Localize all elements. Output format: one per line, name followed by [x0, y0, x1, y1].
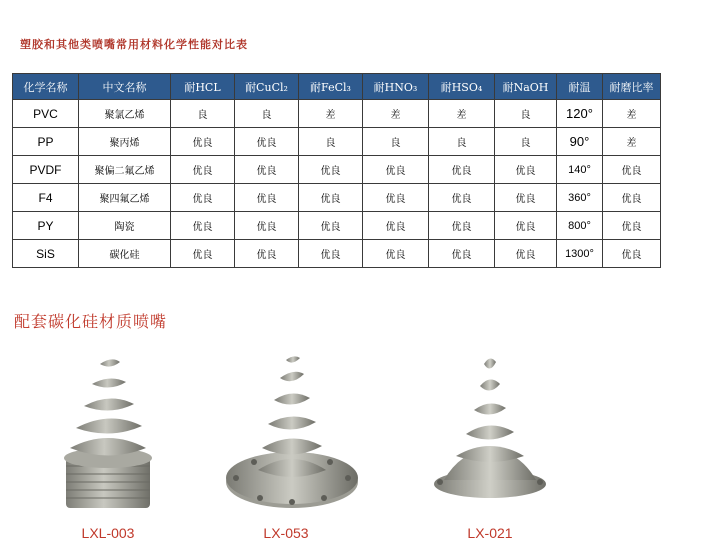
header-hcl: 耐HCL	[171, 74, 235, 100]
cell-hcl: 良	[171, 100, 235, 128]
cell-fecl3: 优良	[299, 184, 363, 212]
table-header-row	[13, 74, 661, 100]
header-chem-name: 化学名称	[13, 74, 79, 100]
cell-hno3: 优良	[363, 156, 429, 184]
product-label-lx-053: LX-053	[263, 525, 309, 541]
table-row	[13, 100, 661, 128]
table-row	[13, 156, 661, 184]
cell-temp: 120°	[557, 100, 603, 128]
cell-hso4: 优良	[429, 212, 495, 240]
cell-cn-name: 聚偏二氟乙烯	[79, 156, 171, 184]
cell-naoh: 优良	[495, 240, 557, 268]
cell-cucl2: 优良	[235, 128, 299, 156]
header-temp: 耐温	[557, 74, 603, 100]
cell-cn-name: 聚丙烯	[79, 128, 171, 156]
cell-temp: 90°	[557, 128, 603, 156]
cell-chem-name: PP	[13, 128, 79, 156]
cell-fecl3: 优良	[299, 156, 363, 184]
cell-temp: 360°	[557, 184, 603, 212]
cell-cucl2: 优良	[235, 184, 299, 212]
cell-naoh: 良	[495, 128, 557, 156]
cell-hno3: 良	[363, 128, 429, 156]
cell-wear: 优良	[603, 156, 661, 184]
cell-cucl2: 优良	[235, 240, 299, 268]
header-naoh: 耐NaOH	[495, 74, 557, 100]
cell-fecl3: 优良	[299, 212, 363, 240]
cell-fecl3: 差	[299, 100, 363, 128]
nozzle-image-lx-053	[222, 352, 362, 517]
cell-hno3: 优良	[363, 240, 429, 268]
cell-cucl2: 优良	[235, 212, 299, 240]
cell-temp: 800°	[557, 212, 603, 240]
cell-hso4: 优良	[429, 240, 495, 268]
cell-hno3: 差	[363, 100, 429, 128]
cell-hso4: 差	[429, 100, 495, 128]
table-row	[13, 240, 661, 268]
cell-fecl3: 良	[299, 128, 363, 156]
header-hso4: 耐HSO₄	[429, 74, 495, 100]
cell-hno3: 优良	[363, 184, 429, 212]
header-cucl2: 耐CuCl₂	[235, 74, 299, 100]
cell-wear: 优良	[603, 184, 661, 212]
cell-hso4: 优良	[429, 184, 495, 212]
product-label-lx-021: LX-021	[467, 525, 513, 541]
cell-chem-name: PVC	[13, 100, 79, 128]
cell-wear: 优良	[603, 212, 661, 240]
cell-chem-name: PVDF	[13, 156, 79, 184]
cell-hno3: 优良	[363, 212, 429, 240]
cell-hcl: 优良	[171, 240, 235, 268]
document-title: 塑胶和其他类喷嘴常用材料化学性能对比表	[20, 38, 248, 51]
cell-wear: 差	[603, 128, 661, 156]
cell-chem-name: PY	[13, 212, 79, 240]
nozzle-image-lxl-003	[48, 348, 168, 518]
cell-cn-name: 聚氯乙烯	[79, 100, 171, 128]
product-label-lxl-003: LXL-003	[81, 525, 135, 541]
cell-hcl: 优良	[171, 212, 235, 240]
cell-wear: 优良	[603, 240, 661, 268]
cell-cn-name: 陶瓷	[79, 212, 171, 240]
cell-cn-name: 聚四氟乙烯	[79, 184, 171, 212]
cell-temp: 1300°	[557, 240, 603, 268]
header-fecl3: 耐FeCl₃	[299, 74, 363, 100]
cell-hcl: 优良	[171, 156, 235, 184]
cell-chem-name: F4	[13, 184, 79, 212]
cell-hcl: 优良	[171, 184, 235, 212]
cell-temp: 140°	[557, 156, 603, 184]
cell-chem-name: SiS	[13, 240, 79, 268]
header-wear: 耐磨比率	[603, 74, 661, 100]
section-title: 配套碳化硅材质喷嘴	[14, 312, 168, 331]
table-row	[13, 212, 661, 240]
cell-naoh: 良	[495, 100, 557, 128]
cell-hso4: 良	[429, 128, 495, 156]
cell-wear: 差	[603, 100, 661, 128]
nozzle-image-lx-021	[430, 352, 550, 512]
cell-cucl2: 良	[235, 100, 299, 128]
cell-hso4: 优良	[429, 156, 495, 184]
cell-naoh: 优良	[495, 212, 557, 240]
cell-naoh: 优良	[495, 184, 557, 212]
cell-hcl: 优良	[171, 128, 235, 156]
cell-fecl3: 优良	[299, 240, 363, 268]
header-cn-name: 中文名称	[79, 74, 171, 100]
table-row	[13, 184, 661, 212]
cell-cn-name: 碳化硅	[79, 240, 171, 268]
header-hno3: 耐HNO₃	[363, 74, 429, 100]
cell-naoh: 优良	[495, 156, 557, 184]
table-row	[13, 128, 661, 156]
chemical-properties-table	[12, 73, 661, 268]
cell-cucl2: 优良	[235, 156, 299, 184]
